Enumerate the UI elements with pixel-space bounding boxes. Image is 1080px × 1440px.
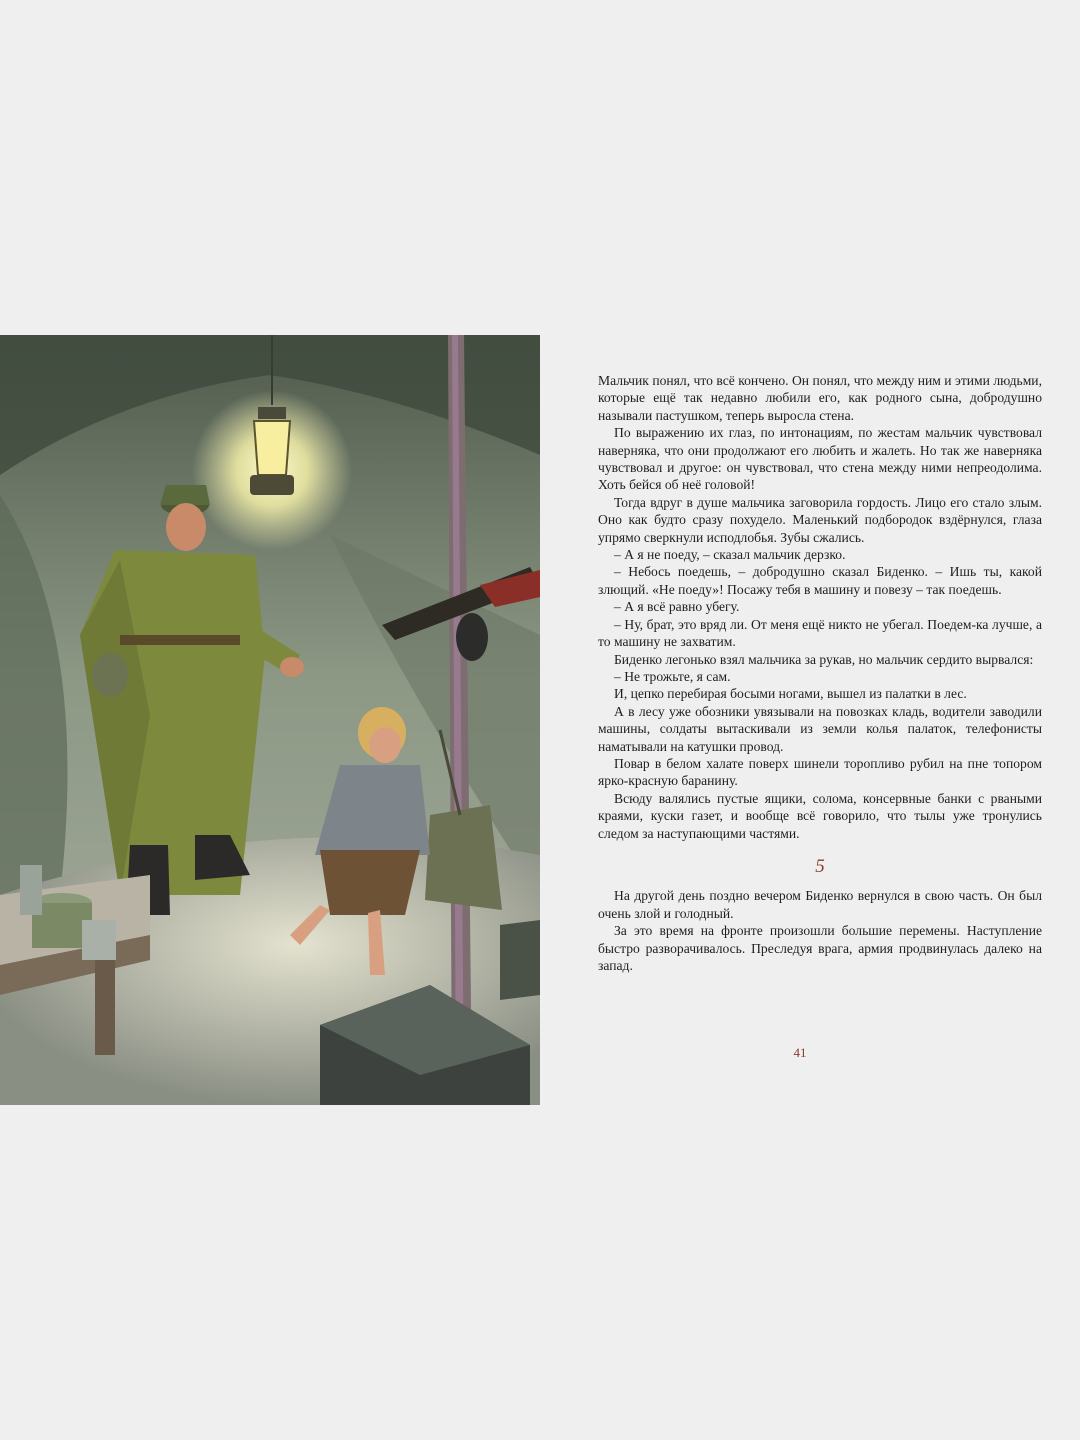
paragraph: За это время на фронте произошли большие перемены. Наступление быстро разворачивалось. Преследуя врага, армия продвинулась далеко на запад.: [598, 923, 1042, 973]
story-text: [598, 372, 1042, 974]
paragraph: По выражению их глаз, по интонациям, по жестам мальчик чувствовал наверняка, что они продолжают его любить и жалеть. Но так же наверняка чувствовал и другое: он чувствовал, что стена между ними непреодолима. Хоть бейся об неё головой!: [598, 425, 1042, 493]
illustration-page: [0, 335, 540, 1105]
text-page: [540, 335, 1080, 1105]
paragraph: – Не трожьте, я сам.: [614, 668, 731, 684]
paragraph: Повар в белом халате поверх шинели торопливо рубил на пне топором ярко-красную баранину.: [598, 755, 1042, 789]
paragraph: И, цепко перебирая босыми ногами, вышел из палатки в лес.: [614, 686, 967, 702]
paragraph: Биденко легонько взял мальчика за рукав, но мальчик сердито вырвался:: [614, 651, 1034, 667]
paragraph: А в лесу уже обозники увязывали на повозках кладь, водители заводили машины, солдаты вытаскивали из земли колья палаток, телефонисты наматывали на катушки провод.: [598, 703, 1042, 754]
paragraph: – А я не поеду, – сказал мальчик дерзко.: [614, 547, 846, 563]
chapter-number: 5: [815, 855, 825, 877]
paragraph: – А я всё равно убегу.: [614, 599, 740, 615]
paragraph: На другой день поздно вечером Биденко вернулся в свою часть. Он был очень злой и голодный.: [598, 888, 1042, 921]
paragraph: Тогда вдруг в душе мальчика заговорила гордость. Лицо его стало злым. Оно как будто сразу похудело. Маленький подбородок вздёрнулся, глаза упрямо сверкнули исподлобья. Зубы сжались.: [598, 494, 1042, 545]
page-number: 41: [793, 1045, 807, 1060]
book-spread: [0, 335, 1080, 1105]
paragraph: Всюду валялись пустые ящики, солома, консервные банки с рваными краями, куски газет, и вообще всё говорило, что тылы уже тронулись следом за наступающими частями.: [598, 790, 1042, 841]
paragraph: – Небось поедешь, – добродушно сказал Биденко. – Ишь ты, какой злющий. «Не поеду»! Посажу тебя в машину и повезу – так поедешь.: [598, 564, 1042, 597]
paragraph: – Ну, брат, это вряд ли. От меня ещё никто не убегал. Поедем-ка лучше, а то машину не захватим.: [598, 616, 1042, 650]
paragraph: Мальчик понял, что всё кончено. Он понял, что между ним и этими людьми, которые ещё так недавно любили его, как родного сына, добродушно называли пастушком, теперь выросла стена.: [598, 373, 1042, 423]
war-tent-scene-illustration: [0, 335, 540, 1105]
